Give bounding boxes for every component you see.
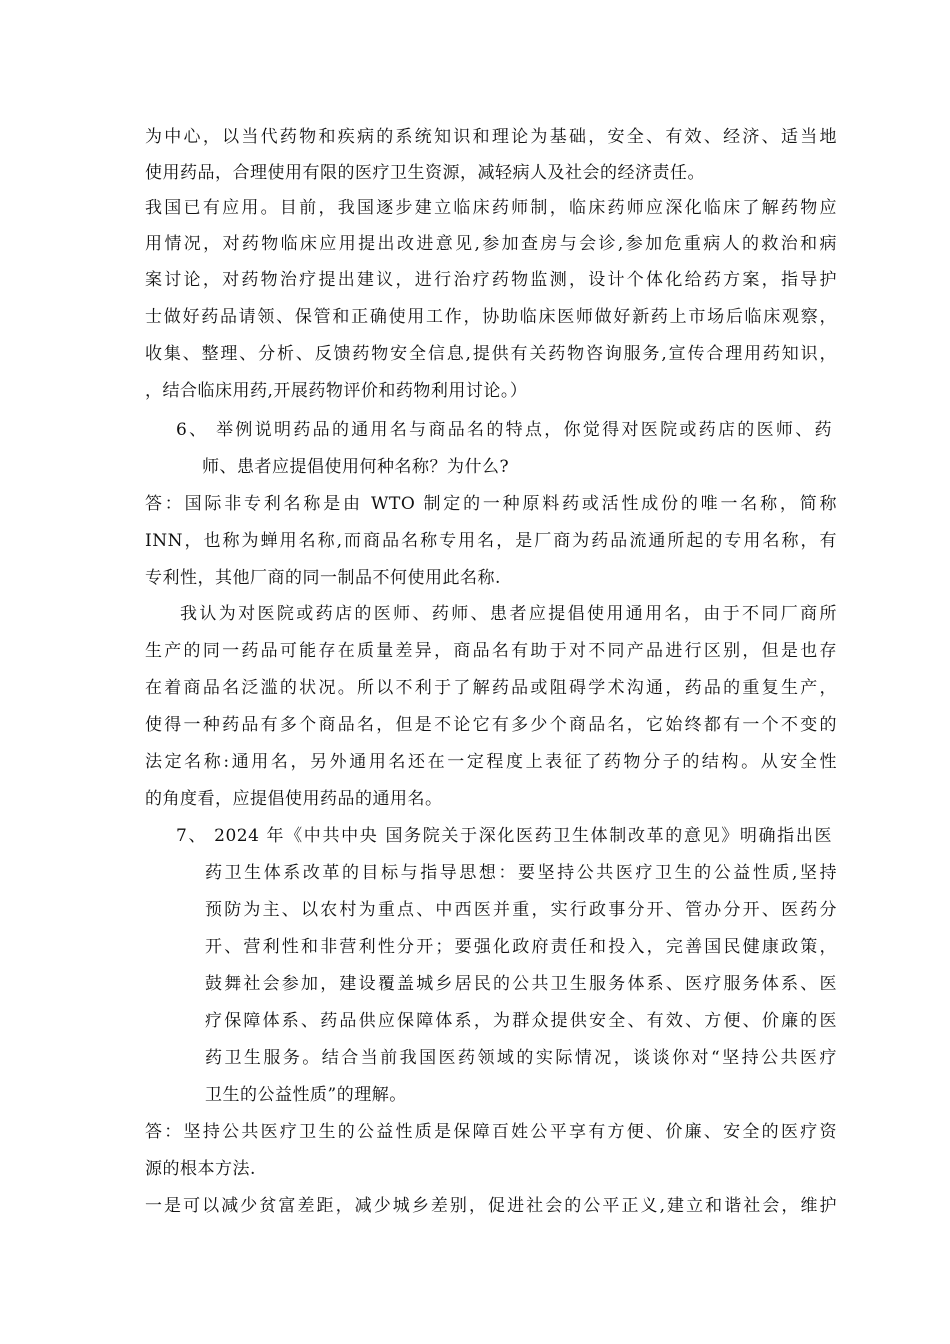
paragraph-line: 使得一种药品有多个商品名，但是不论它有多少个商品名，它始终都有一个不变的 (145, 715, 837, 735)
question-7-continuation: 开、营利性和非营利性分开；要强化政府责任和投入，完善国民健康政策， (205, 937, 837, 957)
question-7-heading: 7、 2024 年《中共中央 国务院关于深化医药卫生体制改革的意见》明确指出医 (176, 826, 832, 846)
paragraph-line: 案讨论，对药物治疗提出建议，进行治疗药物监测，设计个体化给药方案，指导护 (145, 270, 837, 290)
answer-7-line: 一是可以减少贫富差距，减少城乡差别，促进社会的公平正义,建立和谐社会，维护 (145, 1196, 837, 1216)
question-6-continuation: 师、患者应提倡使用何种名称？为什么? (202, 457, 510, 477)
paragraph-line: 我国已有应用。目前，我国逐步建立临床药师制，临床药师应深化临床了解药物应 (145, 198, 837, 218)
paragraph-line: 法定名称:通用名，另外通用名还在一定程度上表征了药物分子的结构。从安全性 (145, 752, 837, 772)
question-7-continuation: 卫生的公益性质”的理解。 (205, 1085, 407, 1105)
answer-6-line: 答：国际非专利名称是由 WTO 制定的一种原料药或活性成份的唯一名称，简称 (145, 494, 837, 514)
paragraph-line: 的角度看，应提倡使用药品的通用名。 (145, 789, 443, 809)
paragraph-line: 用情况，对药物临床应用提出改进意见,参加查房与会诊,参加危重病人的救治和病 (145, 234, 837, 254)
answer-7-line: 源的根本方法. (145, 1159, 256, 1179)
question-6-heading: 6、 举例说明药品的通用名与商品名的特点，你觉得对医院或药店的医师、药 (176, 420, 832, 440)
answer-6-line: 专利性，其他厂商的同一制品不何使用此名称. (145, 568, 501, 588)
paragraph-line: 为中心，以当代药物和疾病的系统知识和理论为基础，安全、有效、经济、适当地 (145, 127, 837, 147)
question-7-continuation: 鼓舞社会参加，建设覆盖城乡居民的公共卫生服务体系、医疗服务体系、医 (205, 974, 837, 994)
question-7-continuation: 药卫生体系改革的目标与指导思想：要坚持公共医疗卫生的公益性质,坚持 (205, 863, 837, 883)
question-7-continuation: 药卫生服务。结合当前我国医药领域的实际情况，谈谈你对“坚持公共医疗 (205, 1048, 837, 1068)
paragraph-line: 收集、整理、分析、反馈药物安全信息,提供有关药物咨询服务,宣传合理用药知识， (145, 344, 837, 364)
question-7-continuation: 疗保障体系、药品供应保障体系，为群众提供安全、有效、方便、价廉的医 (205, 1011, 837, 1031)
paragraph-line: 使用药品，合理使用有限的医疗卫生资源，减轻病人及社会的经济责任。 (145, 163, 705, 183)
question-7-continuation: 预防为主、以农村为重点、中西医并重，实行政事分开、管办分开、医药分 (205, 900, 837, 920)
answer-7-line: 答：坚持公共医疗卫生的公益性质是保障百姓公平享有方便、价廉、安全的医疗资 (145, 1122, 837, 1142)
paragraph-line: 在着商品名泛滥的状况。所以不利于了解药品或阻碍学术沟通，药品的重复生产， (145, 678, 837, 698)
answer-6-line: INN，也称为蝉用名称,而商品名称专用名，是厂商为药品流通所起的专用名称，有 (145, 531, 837, 551)
paragraph-line: 我认为对医院或药店的医师、药师、患者应提倡使用通用名，由于不同厂商所 (180, 604, 837, 624)
paragraph-line: 生产的同一药品可能存在质量差异，商品名有助于对不同产品进行区别，但是也存 (145, 641, 837, 661)
paragraph-line: 士做好药品请领、保管和正确使用工作，协助临床医师做好新药上市场后临床观察， (145, 307, 837, 327)
paragraph-line: ，结合临床用药,开展药物评价和药物利用讨论。） (145, 381, 528, 401)
